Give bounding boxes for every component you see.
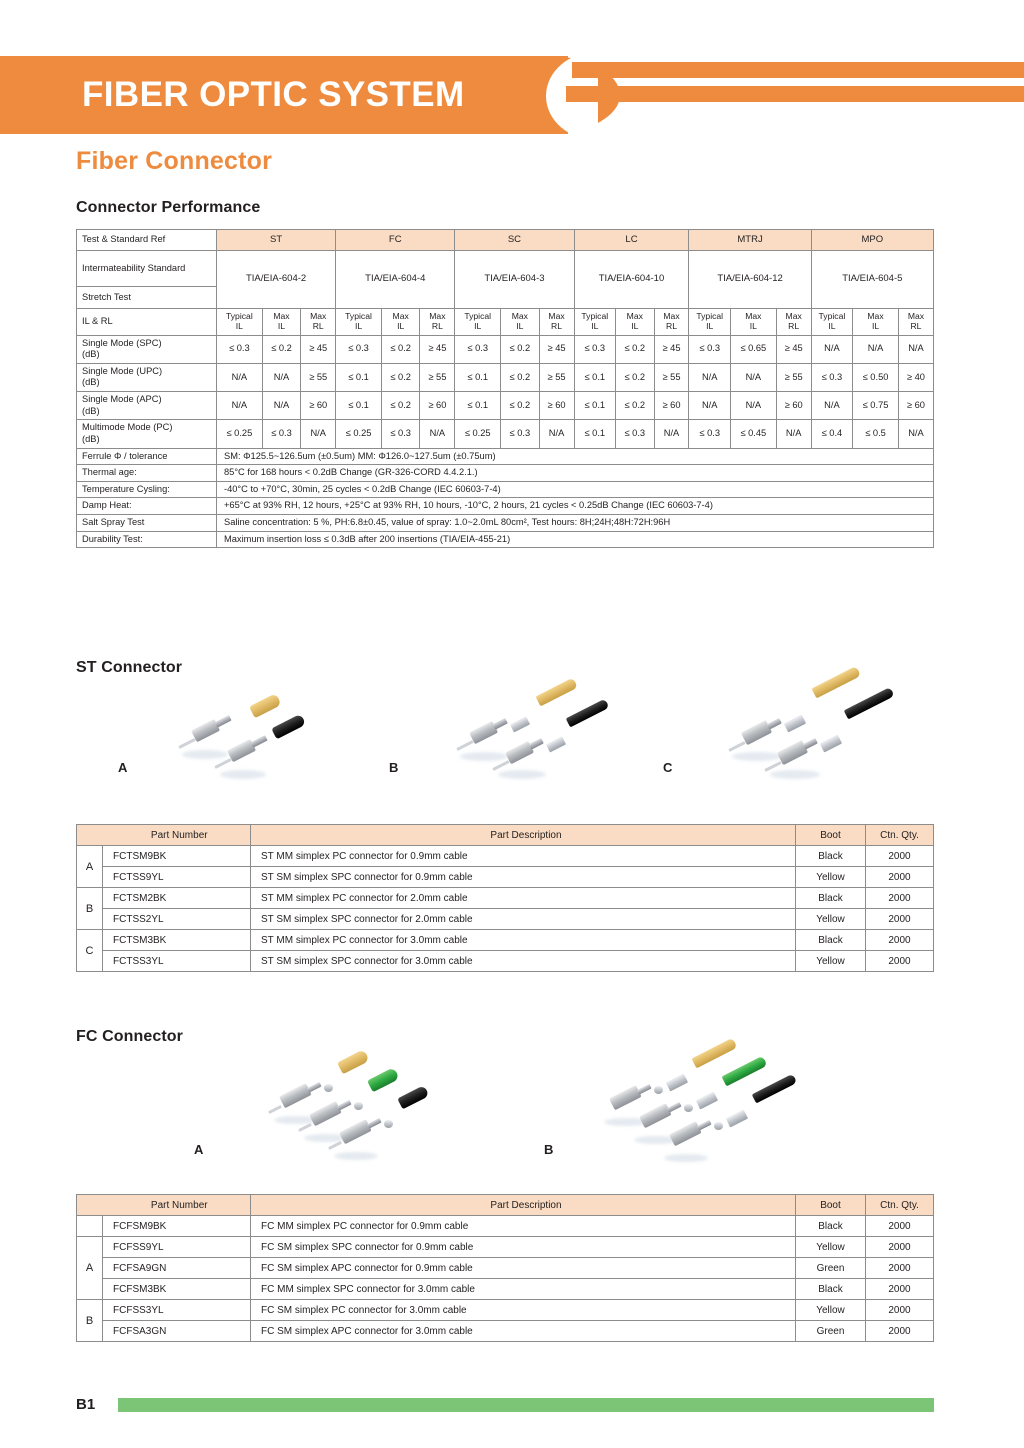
fc-parts-table-body [77, 1216, 934, 1342]
performance-cell: N/A [730, 392, 776, 420]
metric-header-typical-il-mtrj: Typical IL [689, 308, 731, 335]
st-connector-heading: ST Connector [76, 659, 183, 676]
st-group-label-b: B [389, 760, 399, 775]
standard-sc: TIA/EIA-604-3 [455, 250, 574, 308]
carton-qty-cell: 2000 [866, 909, 934, 930]
performance-spec-row [77, 465, 934, 482]
table-row [77, 1258, 934, 1279]
performance-cell: N/A [811, 392, 853, 420]
performance-cell: N/A [776, 420, 811, 448]
performance-cell: ≤ 0.2 [501, 335, 540, 363]
part-number-cell: FCTSS3YL [103, 951, 251, 972]
performance-cell: ≤ 0.5 [853, 420, 899, 448]
st-parts-table [76, 824, 934, 972]
performance-cell: N/A [811, 335, 853, 363]
performance-cell: ≤ 0.2 [381, 392, 420, 420]
performance-spec-row [77, 531, 934, 548]
performance-cell: ≤ 0.75 [853, 392, 899, 420]
standard-lc: TIA/EIA-604-10 [574, 250, 689, 308]
boot-color-cell: Black [796, 930, 866, 951]
performance-cell: ≤ 0.1 [455, 363, 501, 391]
performance-cell: ≤ 0.3 [811, 363, 853, 391]
st-connector-images [76, 690, 934, 790]
performance-cell: N/A [853, 335, 899, 363]
st-group-label-c: C [663, 760, 673, 775]
table-row [77, 867, 934, 888]
table-row [77, 909, 934, 930]
spec-value: -40°C to +70°C, 30min, 25 cycles < 0.2dB Change (IEC 60603-7-4) [217, 481, 934, 498]
performance-spec-row [77, 481, 934, 498]
performance-heading: Connector Performance [76, 199, 261, 216]
fc-parts-table [76, 1194, 934, 1342]
part-number-cell: FCTSS2YL [103, 909, 251, 930]
performance-row [77, 363, 934, 391]
performance-cell: ≥ 55 [301, 363, 336, 391]
spec-value: 85°C for 168 hours < 0.2dB Change (GR-326-CORD 4.4.2.1.) [217, 465, 934, 482]
connector-performance-table [76, 229, 934, 548]
part-description-cell: FC MM simplex PC connector for 0.9mm cable [251, 1216, 796, 1237]
fc-parts-table-head [77, 1195, 934, 1216]
performance-cell: ≤ 0.1 [336, 363, 382, 391]
part-description-cell: FC SM simplex APC connector for 0.9mm cable [251, 1258, 796, 1279]
performance-cell: ≤ 0.1 [574, 363, 616, 391]
standard-st: TIA/EIA-604-2 [217, 250, 336, 308]
performance-cell: ≥ 40 [898, 363, 933, 391]
performance-cell: N/A [539, 420, 574, 448]
performance-cell: ≤ 0.3 [455, 335, 501, 363]
metric-header-typical-il-st: Typical IL [217, 308, 263, 335]
performance-cell: N/A [730, 363, 776, 391]
performance-cell: N/A [898, 420, 933, 448]
table-row [77, 1300, 934, 1321]
performance-cell: ≥ 45 [776, 335, 811, 363]
st-header-group [77, 825, 103, 846]
performance-cell: ≤ 0.1 [336, 392, 382, 420]
spec-label: Ferrule Φ / tolerance [77, 448, 217, 465]
performance-row [77, 335, 934, 363]
part-group-label: A [77, 846, 103, 888]
metric-header-typical-il-lc: Typical IL [574, 308, 616, 335]
metric-header-max-il-fc: Max IL [381, 308, 420, 335]
part-description-cell: ST MM simplex PC connector for 0.9mm cable [251, 846, 796, 867]
footer-green-bar [118, 1398, 934, 1412]
performance-cell: ≤ 0.1 [455, 392, 501, 420]
metric-header-max-rl-sc: Max RL [539, 308, 574, 335]
part-group-label: C [77, 930, 103, 972]
performance-cell: ≥ 60 [420, 392, 455, 420]
spec-value: +65°C at 93% RH, 12 hours, +25°C at 93% RH, 10 hours, -10°C, 2 hours, 21 cycles < 0.25dB Change (IEC 60603-7-4) [217, 498, 934, 515]
performance-cell: ≤ 0.65 [730, 335, 776, 363]
performance-cell: ≤ 0.3 [574, 335, 616, 363]
fc-connector-image-b [598, 1060, 818, 1166]
boot-color-cell: Black [796, 846, 866, 867]
performance-cell: N/A [217, 392, 263, 420]
table-row-intermateability [77, 250, 934, 286]
spec-value: Saline concentration: 5 %, PH:6.8±0.45, value of spray: 1.0~2.0mL 80cm², Test hours: 8H;24H;48H:72H:96H [217, 514, 934, 531]
performance-cell: ≤ 0.2 [381, 363, 420, 391]
spec-value: Maximum insertion loss ≤ 0.3dB after 200 insertions (TIA/EIA-455-21) [217, 531, 934, 548]
standard-fc: TIA/EIA-604-4 [336, 250, 455, 308]
spec-label: Damp Heat: [77, 498, 217, 515]
performance-cell: ≤ 0.2 [616, 335, 655, 363]
part-description-cell: ST SM simplex SPC connector for 0.9mm cable [251, 867, 796, 888]
carton-qty-cell: 2000 [866, 846, 934, 867]
metric-header-typical-il-mpo: Typical IL [811, 308, 853, 335]
performance-cell: ≤ 0.3 [501, 420, 540, 448]
performance-cell: ≥ 55 [539, 363, 574, 391]
st-connector-image-c [726, 690, 916, 778]
performance-cell: ≥ 45 [654, 335, 689, 363]
performance-cell: ≥ 60 [301, 392, 336, 420]
boot-color-cell: Yellow [796, 1300, 866, 1321]
table-row-ilrl-headers [77, 308, 934, 335]
table-row [77, 888, 934, 909]
performance-cell: ≥ 55 [654, 363, 689, 391]
part-description-cell: ST SM simplex SPC connector for 2.0mm cable [251, 909, 796, 930]
performance-cell: ≤ 0.3 [336, 335, 382, 363]
part-description-cell: FC SM simplex SPC connector for 0.9mm cable [251, 1237, 796, 1258]
performance-cell: ≤ 0.3 [689, 335, 731, 363]
table-row [77, 930, 934, 951]
fc-header-boot: Boot [796, 1195, 866, 1216]
table-row [77, 1321, 934, 1342]
table-header-row [77, 825, 934, 846]
performance-cell: ≤ 0.4 [811, 420, 853, 448]
performance-cell: ≥ 60 [776, 392, 811, 420]
part-number-cell: FCFSS9YL [103, 1237, 251, 1258]
part-number-cell: FCFSA3GN [103, 1321, 251, 1342]
carton-qty-cell: 2000 [866, 1321, 934, 1342]
st-header-part-number: Part Number [103, 825, 251, 846]
spec-label: Thermal age: [77, 465, 217, 482]
metric-header-max-rl-lc: Max RL [654, 308, 689, 335]
metric-header-max-rl-fc: Max RL [420, 308, 455, 335]
carton-qty-cell: 2000 [866, 1237, 934, 1258]
carton-qty-cell: 2000 [866, 951, 934, 972]
st-parts-table-head [77, 825, 934, 846]
performance-cell: ≥ 45 [539, 335, 574, 363]
connector-type-mpo: MPO [811, 230, 933, 251]
performance-cell: N/A [217, 363, 263, 391]
performance-cell: N/A [689, 392, 731, 420]
carton-qty-cell: 2000 [866, 930, 934, 951]
st-parts-table-body [77, 846, 934, 972]
part-description-cell: ST MM simplex PC connector for 2.0mm cable [251, 888, 796, 909]
part-group-label: B [77, 888, 103, 930]
boot-color-cell: Black [796, 1216, 866, 1237]
table-header-row [77, 1195, 934, 1216]
banner-stripe-top [572, 62, 1024, 78]
metric-header-typical-il-fc: Typical IL [336, 308, 382, 335]
metric-header-max-il-sc: Max IL [501, 308, 540, 335]
performance-cell: ≥ 55 [776, 363, 811, 391]
part-number-cell: FCFSM9BK [103, 1216, 251, 1237]
spec-value: SM: Φ125.5~126.5um (±0.5um) MM: Φ126.0~127.5um (±0.75um) [217, 448, 934, 465]
performance-cell: ≤ 0.3 [381, 420, 420, 448]
footer-page-number: B1 [76, 1396, 96, 1413]
part-number-cell: FCTSM3BK [103, 930, 251, 951]
metric-header-typical-il-sc: Typical IL [455, 308, 501, 335]
label-intermateability-line1: Intermateability Standard [82, 262, 186, 273]
connector-type-st: ST [217, 230, 336, 251]
performance-cell: ≤ 0.3 [262, 420, 301, 448]
standard-mtrj: TIA/EIA-604-12 [689, 250, 811, 308]
fc-group-label-a: A [194, 1142, 204, 1157]
connector-type-mtrj: MTRJ [689, 230, 811, 251]
metric-header-max-rl-mpo: Max RL [898, 308, 933, 335]
fc-header-group [77, 1195, 103, 1216]
carton-qty-cell: 2000 [866, 888, 934, 909]
performance-cell: ≥ 45 [301, 335, 336, 363]
performance-cell: N/A [262, 392, 301, 420]
connector-type-fc: FC [336, 230, 455, 251]
table-row-connector-types [77, 230, 934, 251]
performance-spec-row [77, 448, 934, 465]
performance-cell: ≤ 0.1 [574, 420, 616, 448]
performance-cell: ≥ 60 [539, 392, 574, 420]
carton-qty-cell: 2000 [866, 1258, 934, 1279]
performance-row-label: Multimode Mode (PC) (dB) [77, 420, 217, 448]
performance-cell: ≤ 0.50 [853, 363, 899, 391]
performance-cell: ≤ 0.45 [730, 420, 776, 448]
performance-spec-row [77, 514, 934, 531]
performance-row [77, 392, 934, 420]
fc-connector-images [76, 1058, 934, 1168]
st-connector-image-b [456, 694, 636, 778]
spec-label: Durability Test: [77, 531, 217, 548]
page-banner [0, 56, 1024, 134]
boot-color-cell: Green [796, 1258, 866, 1279]
st-header-part-description: Part Description [251, 825, 796, 846]
performance-cell: ≤ 0.25 [336, 420, 382, 448]
boot-color-cell: Yellow [796, 867, 866, 888]
performance-cell: ≤ 0.25 [217, 420, 263, 448]
performance-cell: ≤ 0.3 [217, 335, 263, 363]
performance-cell: ≥ 55 [420, 363, 455, 391]
performance-cell: ≤ 0.1 [574, 392, 616, 420]
performance-cell: ≤ 0.2 [501, 392, 540, 420]
metric-header-max-il-st: Max IL [262, 308, 301, 335]
performance-cell: N/A [898, 335, 933, 363]
carton-qty-cell: 2000 [866, 1300, 934, 1321]
boot-color-cell: Black [796, 888, 866, 909]
st-group-label-a: A [118, 760, 128, 775]
metric-header-max-il-mpo: Max IL [853, 308, 899, 335]
carton-qty-cell: 2000 [866, 1216, 934, 1237]
performance-cell: ≥ 60 [898, 392, 933, 420]
fc-header-ctn-qty: Ctn. Qty. [866, 1195, 934, 1216]
part-group-label [77, 1216, 103, 1237]
part-number-cell: FCTSM2BK [103, 888, 251, 909]
st-header-ctn-qty: Ctn. Qty. [866, 825, 934, 846]
header-test-standard-ref: Test & Standard Ref [77, 230, 217, 251]
part-description-cell: ST MM simplex PC connector for 3.0mm cable [251, 930, 796, 951]
performance-row-label: Single Mode (UPC) (dB) [77, 363, 217, 391]
performance-cell: ≥ 45 [420, 335, 455, 363]
performance-cell: N/A [420, 420, 455, 448]
part-number-cell: FCTSM9BK [103, 846, 251, 867]
performance-cell: ≤ 0.3 [689, 420, 731, 448]
table-row [77, 1279, 934, 1300]
table-row [77, 846, 934, 867]
fc-connector-image-a [266, 1062, 446, 1166]
performance-cell: ≤ 0.2 [381, 335, 420, 363]
banner-stripe-bottom [560, 110, 1024, 132]
metric-header-max-il-lc: Max IL [616, 308, 655, 335]
performance-row-label: Single Mode (APC) (dB) [77, 392, 217, 420]
part-number-cell: FCFSM3BK [103, 1279, 251, 1300]
label-il-rl: IL & RL [77, 308, 217, 335]
performance-cell: ≤ 0.2 [501, 363, 540, 391]
part-description-cell: FC SM simplex APC connector for 3.0mm cable [251, 1321, 796, 1342]
metric-header-max-rl-mtrj: Max RL [776, 308, 811, 335]
fc-group-label-b: B [544, 1142, 554, 1157]
boot-color-cell: Black [796, 1279, 866, 1300]
boot-color-cell: Yellow [796, 1237, 866, 1258]
performance-data-rows [77, 335, 934, 448]
metric-header-max-rl-st: Max RL [301, 308, 336, 335]
spec-label: Temperature Cysling: [77, 481, 217, 498]
performance-cell: N/A [262, 363, 301, 391]
carton-qty-cell: 2000 [866, 1279, 934, 1300]
label-intermateability-standard [77, 250, 217, 286]
performance-spec-rows [77, 448, 934, 548]
performance-row-label: Single Mode (SPC) (dB) [77, 335, 217, 363]
performance-cell: ≤ 0.2 [616, 392, 655, 420]
part-description-cell: FC SM simplex PC connector for 3.0mm cable [251, 1300, 796, 1321]
connector-type-lc: LC [574, 230, 689, 251]
performance-spec-row [77, 498, 934, 515]
st-connector-image-a [176, 698, 336, 778]
part-description-cell: FC MM simplex SPC connector for 3.0mm cable [251, 1279, 796, 1300]
performance-cell: N/A [301, 420, 336, 448]
carton-qty-cell: 2000 [866, 867, 934, 888]
table-row [77, 951, 934, 972]
part-number-cell: FCFSA9GN [103, 1258, 251, 1279]
boot-color-cell: Green [796, 1321, 866, 1342]
part-description-cell: ST SM simplex SPC connector for 3.0mm cable [251, 951, 796, 972]
label-stretch-test: Stretch Test [77, 286, 217, 308]
performance-cell: N/A [689, 363, 731, 391]
performance-cell: ≤ 0.2 [262, 335, 301, 363]
part-group-label: A [77, 1237, 103, 1300]
fc-header-part-description: Part Description [251, 1195, 796, 1216]
performance-cell: N/A [654, 420, 689, 448]
performance-cell: ≤ 0.3 [616, 420, 655, 448]
boot-color-cell: Yellow [796, 951, 866, 972]
metric-header-max-il-mtrj: Max IL [730, 308, 776, 335]
performance-cell: ≤ 0.25 [455, 420, 501, 448]
performance-cell: ≥ 60 [654, 392, 689, 420]
part-group-label: B [77, 1300, 103, 1342]
st-header-boot: Boot [796, 825, 866, 846]
part-number-cell: FCFSS3YL [103, 1300, 251, 1321]
banner-title: FIBER OPTIC SYSTEM [82, 75, 465, 114]
banner-stripe-middle [566, 86, 1024, 102]
part-number-cell: FCTSS9YL [103, 867, 251, 888]
performance-cell: ≤ 0.2 [616, 363, 655, 391]
fc-connector-heading: FC Connector [76, 1028, 183, 1045]
spec-label: Salt Spray Test [77, 514, 217, 531]
connector-type-sc: SC [455, 230, 574, 251]
performance-row [77, 420, 934, 448]
fc-header-part-number: Part Number [103, 1195, 251, 1216]
table-row [77, 1237, 934, 1258]
table-row [77, 1216, 934, 1237]
page-title: Fiber Connector [76, 147, 273, 175]
boot-color-cell: Yellow [796, 909, 866, 930]
standard-mpo: TIA/EIA-604-5 [811, 250, 933, 308]
